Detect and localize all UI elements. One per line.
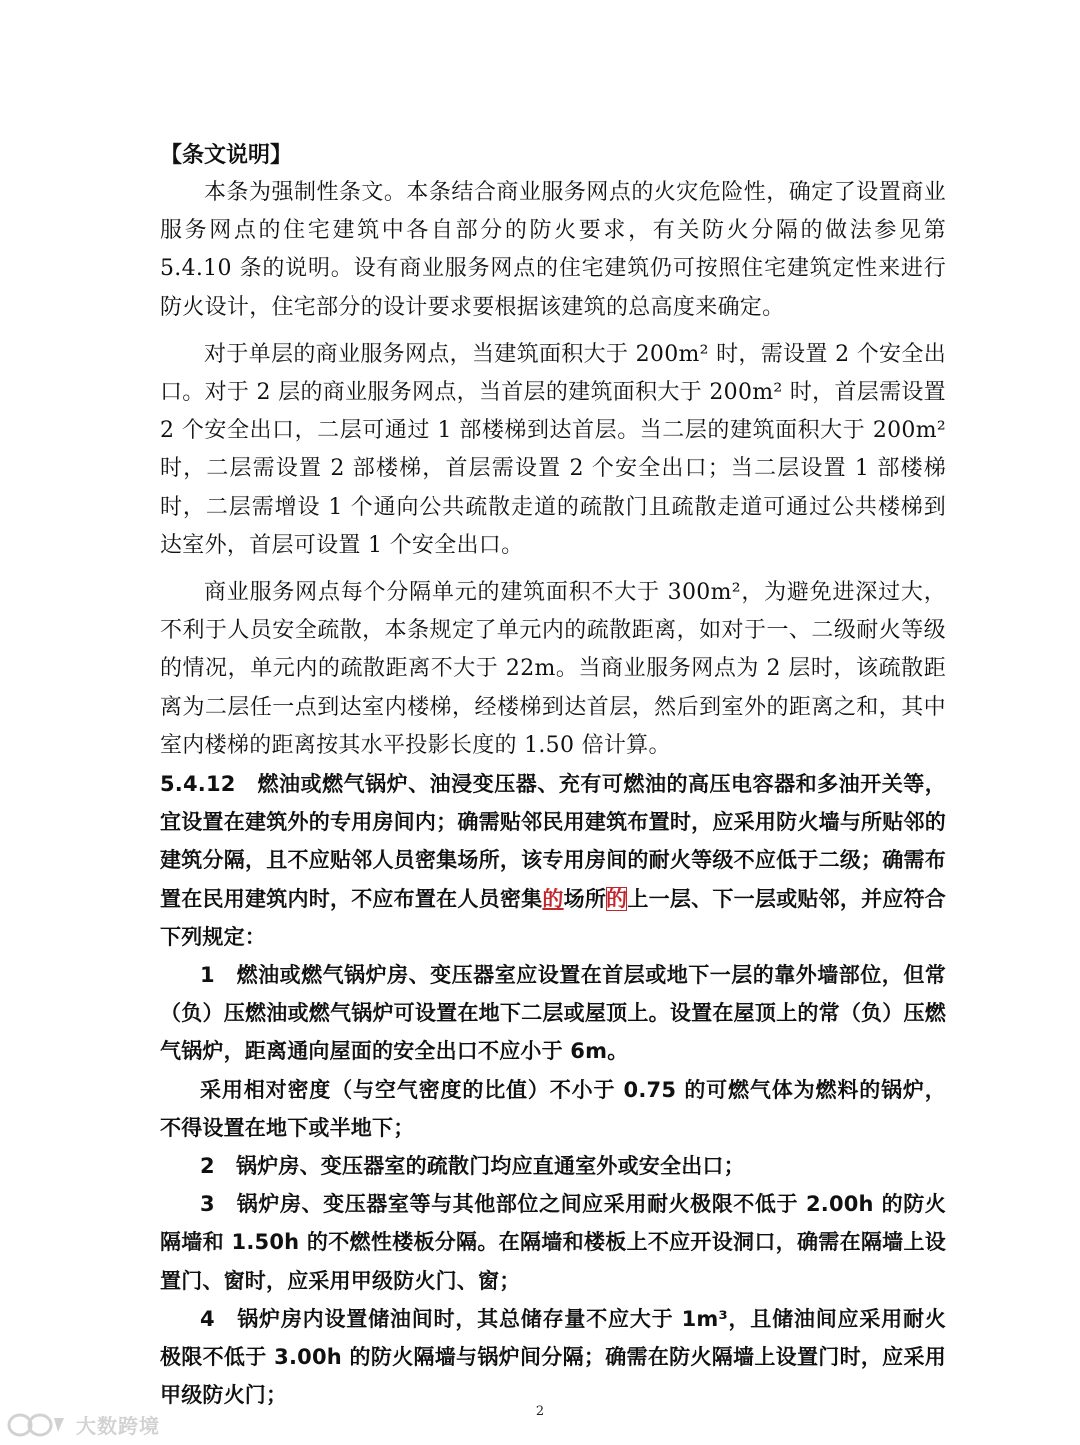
clause-text-part1: 燃油或燃气锅炉、油浸变压器、充有可燃油的高压电容器和多油开关等，宜设置在建筑外的专用房间内；确需贴邻民用建筑布置时，应采用防火墙与所贴邻的建筑分隔，且不应贴邻人员密集场所，该专用房间的耐火等级不应低于二级；确需布置在民用建筑内时，不应布置在人员密集 xyxy=(160,772,946,911)
highlighted-char-1: 的 xyxy=(542,886,564,911)
clause-text-part3: 上一层、下一层或贴邻，并应符合下列规定： xyxy=(160,886,947,949)
clause-item-4: 4 锅炉房内设置储油间时，其总储存量不应大于 1m³，且储油间应采用耐火极限不低于 3.00h 的防火隔墙与锅炉间分隔；确需在防火隔墙上设置门时，应采用甲级防火门； xyxy=(160,1306,946,1408)
explanation-paragraph-3: 商业服务网点每个分隔单元的建筑面积不大于 300m²，为避免进深过大，不利于人员安全疏散，本条规定了单元内的疏散距离，如对于一、二级耐火等级的情况，单元内的疏散距离不大于 22m。当商业服务网点为 2 层时，该疏散距离为二层任一点到达室内楼梯，经楼梯到达首层，然后到室外的距离之和，其中室内楼梯的距离按其水平投影长度的 1.50 倍计算。 xyxy=(160,580,946,758)
clause-5-4-12 xyxy=(160,765,946,956)
page-content xyxy=(160,136,946,1415)
clause-item-1-note: 采用相对密度（与空气密度的比值）不小于 0.75 的可燃气体为燃料的锅炉，不得设置在地下或半地下； xyxy=(160,1077,946,1140)
page-number: 2 xyxy=(535,1404,545,1419)
clause-item-2: 2 锅炉房、变压器室的疏散门均应直通室外或安全出口； xyxy=(200,1154,745,1179)
watermark-logo-icon xyxy=(6,1412,70,1438)
clause-text-part2: 场所 xyxy=(563,886,607,911)
section-heading: 【条文说明】 xyxy=(160,142,293,168)
highlighted-char-2: 的 xyxy=(606,886,628,911)
watermark xyxy=(6,1410,160,1439)
clause-item-3: 3 锅炉房、变压器室等与其他部位之间应采用耐火极限不低于 2.00h 的防火隔墙和 1.50h 的不燃性楼板分隔。在隔墙和楼板上不应开设洞口，确需在隔墙上设置门、窗时，应采用甲级防火门、窗； xyxy=(160,1192,946,1293)
explanation-paragraph-2: 对于单层的商业服务网点，当建筑面积大于 200m² 时，需设置 2 个安全出口。对于 2 层的商业服务网点，当首层的建筑面积大于 200m² 时，首层需设置 2 个安全出口，二层可通过 1 部楼梯到达首层。当二层的建筑面积大于 200m² 时，二层需设置 2 部楼梯，首层需设置 2 个安全出口；当二层设置 1 部楼梯时，二层需增设 1 个通向公共疏散走道的疏散门且疏散走道可通过公共楼梯到达室外，首层可设置 1 个安全出口。 xyxy=(160,341,946,558)
watermark-text: 大数跨境 xyxy=(76,1414,160,1438)
explanation-paragraph-1: 本条为强制性条文。本条结合商业服务网点的火灾危险性，确定了设置商业服务网点的住宅建筑中各自部分的防火要求，有关防火分隔的做法参见第 5.4.10 条的说明。设有商业服务网点的住宅建筑仍可按照住宅建筑定性来进行防火设计，住宅部分的设计要求要根据该建筑的总高度来确定。 xyxy=(160,180,946,320)
clause-number: 5.4.12 xyxy=(160,772,236,797)
clause-item-1: 1 燃油或燃气锅炉房、变压器室应设置在首层或地下一层的靠外墙部位，但常（负）压燃油或燃气锅炉可设置在地下二层或屋顶上。设置在屋顶上的常（负）压燃气锅炉，距离通向屋面的安全出口不应小于 6m。 xyxy=(160,963,946,1064)
